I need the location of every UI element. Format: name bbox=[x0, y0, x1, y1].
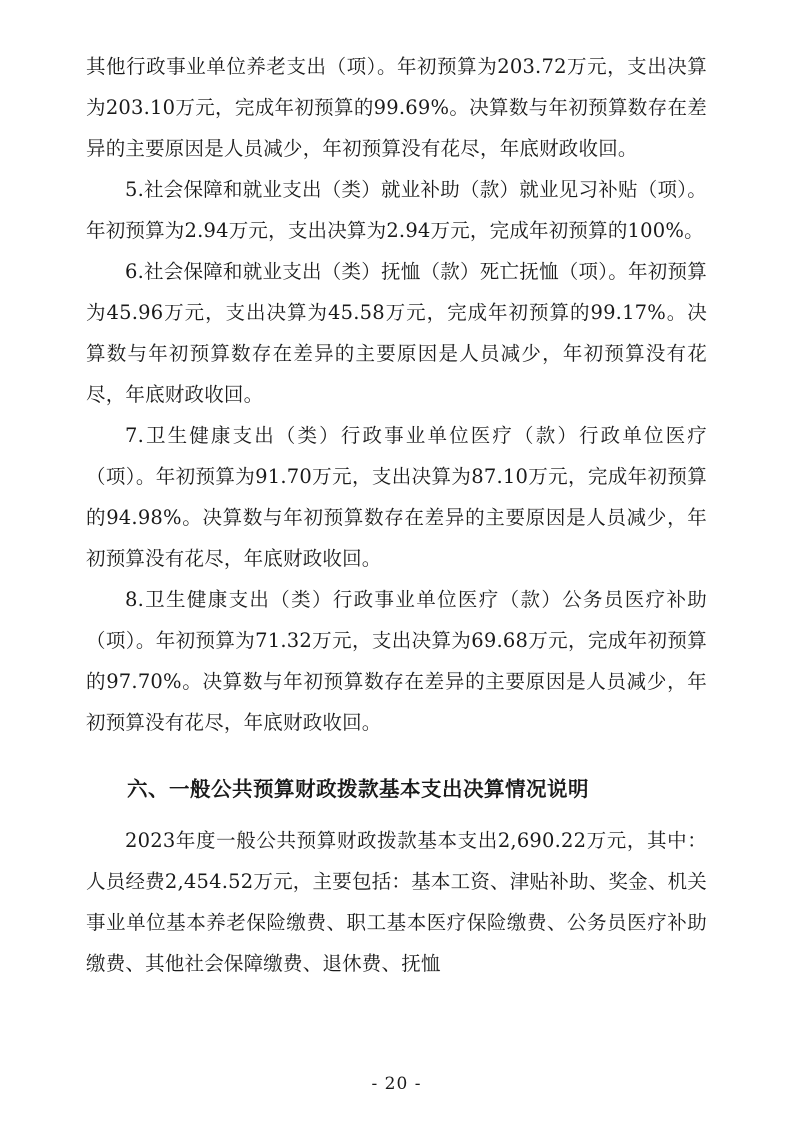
paragraph-item-6: 6.社会保障和就业支出（类）抚恤（款）死亡抚恤（项）。年初预算为45.96万元，支出决算为45.58万元，完成年初预算的99.17%。决算数与年初预算数存在差异的主要原因是人员减少，年初预算没有花尽，年底财政收回。 bbox=[86, 260, 707, 406]
page-number: - 20 - bbox=[371, 1074, 422, 1094]
document-body bbox=[86, 46, 707, 984]
paragraph-other-admin-pension: 其他行政事业单位养老支出（项）。年初预算为203.72万元，支出决算为203.10万元，完成年初预算的99.69%。决算数与年初预算数存在差异的主要原因是人员减少，年初预算没有花尽，年底财政收回。 bbox=[86, 55, 708, 160]
paragraph-item-7: 7.卫生健康支出（类）行政事业单位医疗（款）行政单位医疗（项）。年初预算为91.70万元，支出决算为87.10万元，完成年初预算的94.98%。决算数与年初预算数存在差异的主要原因是人员减少，年初预算没有花尽，年底财政收回。 bbox=[86, 424, 707, 570]
paragraph-item-5: 5.社会保障和就业支出（类）就业补助（款）就业见习补贴（项）。年初预算为2.94万元，支出决算为2.94万元，完成年初预算的100%。 bbox=[86, 178, 707, 242]
paragraph-item-8: 8.卫生健康支出（类）行政事业单位医疗（款）公务员医疗补助（项）。年初预算为71.32万元，支出决算为69.68万元，完成年初预算的97.70%。决算数与年初预算数存在差异的主要原因是人员减少，年初预算没有花尽，年底财政收回。 bbox=[86, 588, 707, 734]
paragraph-basic-expenditure: 2023年度一般公共预算财政拨款基本支出2,690.22万元，其中：人员经费2,454.52万元，主要包括：基本工资、津贴补助、奖金、机关事业单位基本养老保险缴费、职工基本医疗保险缴费、公务员医疗补助缴费、其他社会保障缴费、退休费、抚恤 bbox=[86, 829, 707, 975]
section-heading-six: 六、一般公共预算财政拨款基本支出决算情况说明 bbox=[127, 777, 589, 801]
